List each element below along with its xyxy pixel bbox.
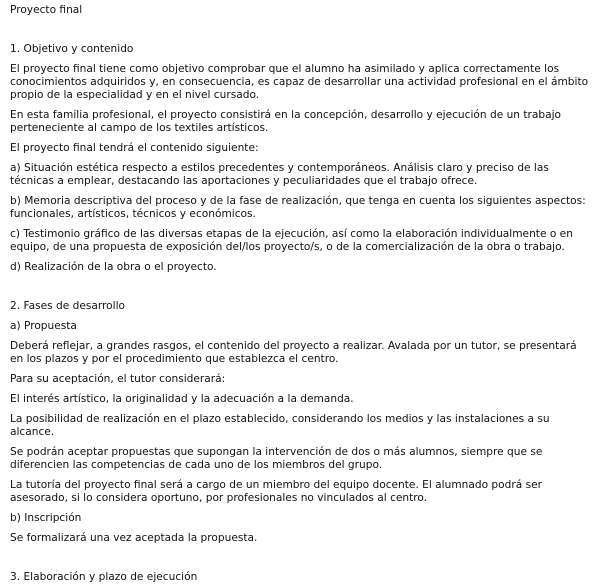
section-1-paragraph: El proyecto final tendrá el contenido siguiente: — [10, 142, 259, 154]
subsection-b-paragraph: Se formalizará una vez aceptada la propuesta. — [10, 532, 258, 544]
subsection-a-paragraph: Se podrán aceptar propuestas que supongan la intervención de dos o más alumnos, siempre que se diferencien las competencias de cada uno de los miembros del grupo. — [10, 446, 543, 471]
section-spacer — [10, 281, 592, 300]
section-spacer — [10, 552, 592, 571]
subsection-a-heading: a) Propuesta — [10, 320, 77, 332]
subsection-a-paragraph: Deberá reflejar, a grandes rasgos, el contenido del proyecto a realizar. Avalada por un tutor, se presentará en los plazos y por el procedimiento que establezca el centro. — [10, 340, 577, 365]
content-item-a: a) Situación estética respecto a estilos precedentes y contemporáneos. Análisis claro y preciso de las técnicas a emplear, destacando las aportaciones y peculiaridades que el trabajo ofrece. — [10, 162, 549, 187]
section-1-paragraph: En esta familia profesional, el proyecto consistirá en la concepción, desarrollo y ejecución de un trabajo perteneciente al campo de los textiles artísticos. — [10, 109, 562, 134]
subsection-a-paragraph: La tutoría del proyecto final será a cargo de un miembro del equipo docente. El alumnado podrá ser asesorado, si lo considera oportuno, por profesionales no vinculados al centro. — [10, 479, 542, 504]
section-2-heading: 2. Fases de desarrollo — [10, 300, 126, 312]
subsection-a-paragraph: La posibilidad de realización en el plazo establecido, considerando los medios y las instalaciones a su alcance. — [10, 413, 550, 438]
subsection-b-heading: b) Inscripción — [10, 512, 82, 524]
subsection-a-paragraph: Para su aceptación, el tutor considerará: — [10, 373, 226, 385]
subsection-a-paragraph: El interés artístico, la originalidad y la adecuación a la demanda. — [10, 393, 354, 405]
section-1-heading: 1. Objetivo y contenido — [10, 43, 134, 55]
section-1-paragraph: El proyecto final tiene como objetivo comprobar que el alumno ha asimilado y aplica correctamente los conocimientos adquiridos y, en consecuencia, es capaz de desarrollar una actividad profesional en el ámbito propio de la especialidad y en el nivel cursado. — [10, 63, 589, 101]
document-title: Proyecto final — [10, 4, 83, 16]
content-item-b: b) Memoria descriptiva del proceso y de la fase de realización, que tenga en cuenta los siguientes aspectos: funcionales, artísticos, técnicos y económicos. — [10, 195, 586, 220]
content-item-c: c) Testimonio gráfico de las diversas etapas de la ejecución, así como la elaboración individualmente o en equipo, de una propuesta de exposición del/los proyecto/s, o de la comercialización de la obra o trabajo. — [10, 228, 573, 253]
content-item-d: d) Realización de la obra o el proyecto. — [10, 261, 217, 273]
section-3-heading: 3. Elaboración y plazo de ejecución — [10, 571, 198, 583]
